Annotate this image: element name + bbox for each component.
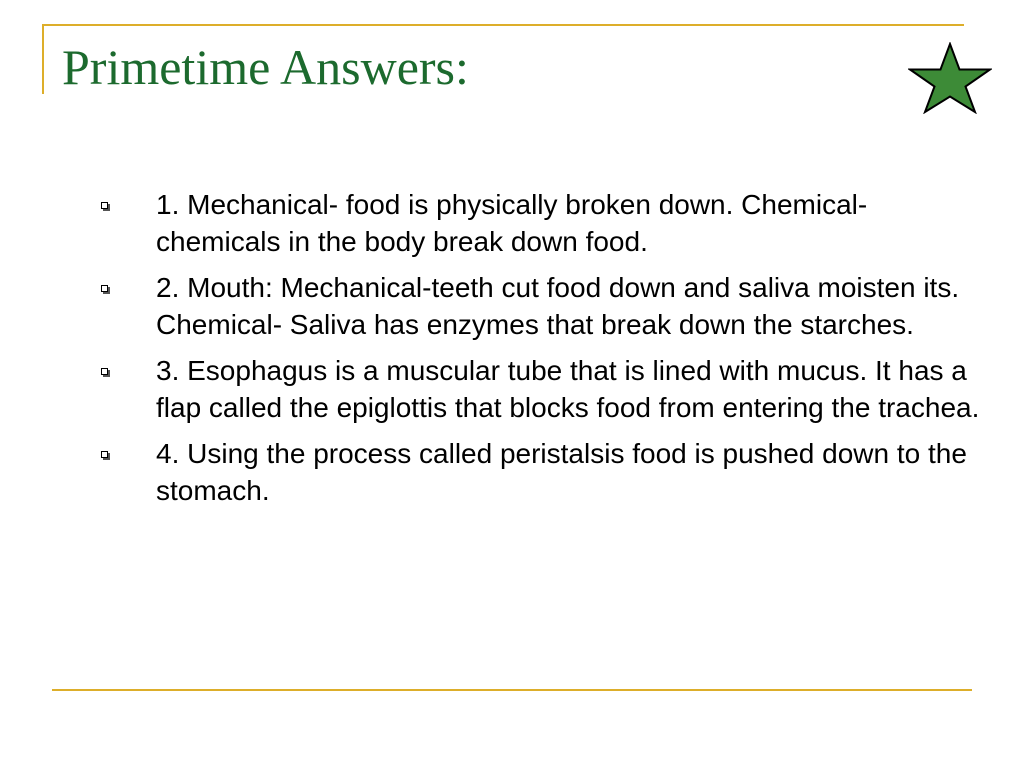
slide-title: Primetime Answers: bbox=[62, 39, 469, 95]
bullet-list bbox=[100, 186, 980, 518]
star-shape bbox=[910, 44, 990, 112]
bullet-item-4 bbox=[100, 435, 980, 509]
frame-top-line bbox=[42, 24, 964, 26]
bullet-text: 1. Mechanical- food is physically broken down. Chemical- chemicals in the body break down food. bbox=[156, 189, 868, 257]
bullet-item-1 bbox=[100, 186, 980, 260]
bullet-text: 3. Esophagus is a muscular tube that is lined with mucus. It has a flap called the epiglottis that blocks food from entering the trachea. bbox=[156, 355, 980, 423]
bullet-text: 4. Using the process called peristalsis food is pushed down to the stomach. bbox=[156, 438, 967, 506]
bottom-rule bbox=[52, 689, 972, 691]
square-bullet-icon bbox=[101, 202, 108, 209]
square-bullet-icon bbox=[101, 451, 108, 458]
bullet-item-2 bbox=[100, 269, 980, 343]
square-bullet-icon bbox=[101, 285, 108, 292]
star-icon bbox=[908, 42, 992, 114]
bullet-text: 2. Mouth: Mechanical-teeth cut food down and saliva moisten its. Chemical- Saliva has enzymes that break down the starches. bbox=[156, 272, 960, 340]
frame-left-line bbox=[42, 24, 44, 94]
bullet-item-3 bbox=[100, 352, 980, 426]
square-bullet-icon bbox=[101, 368, 108, 375]
